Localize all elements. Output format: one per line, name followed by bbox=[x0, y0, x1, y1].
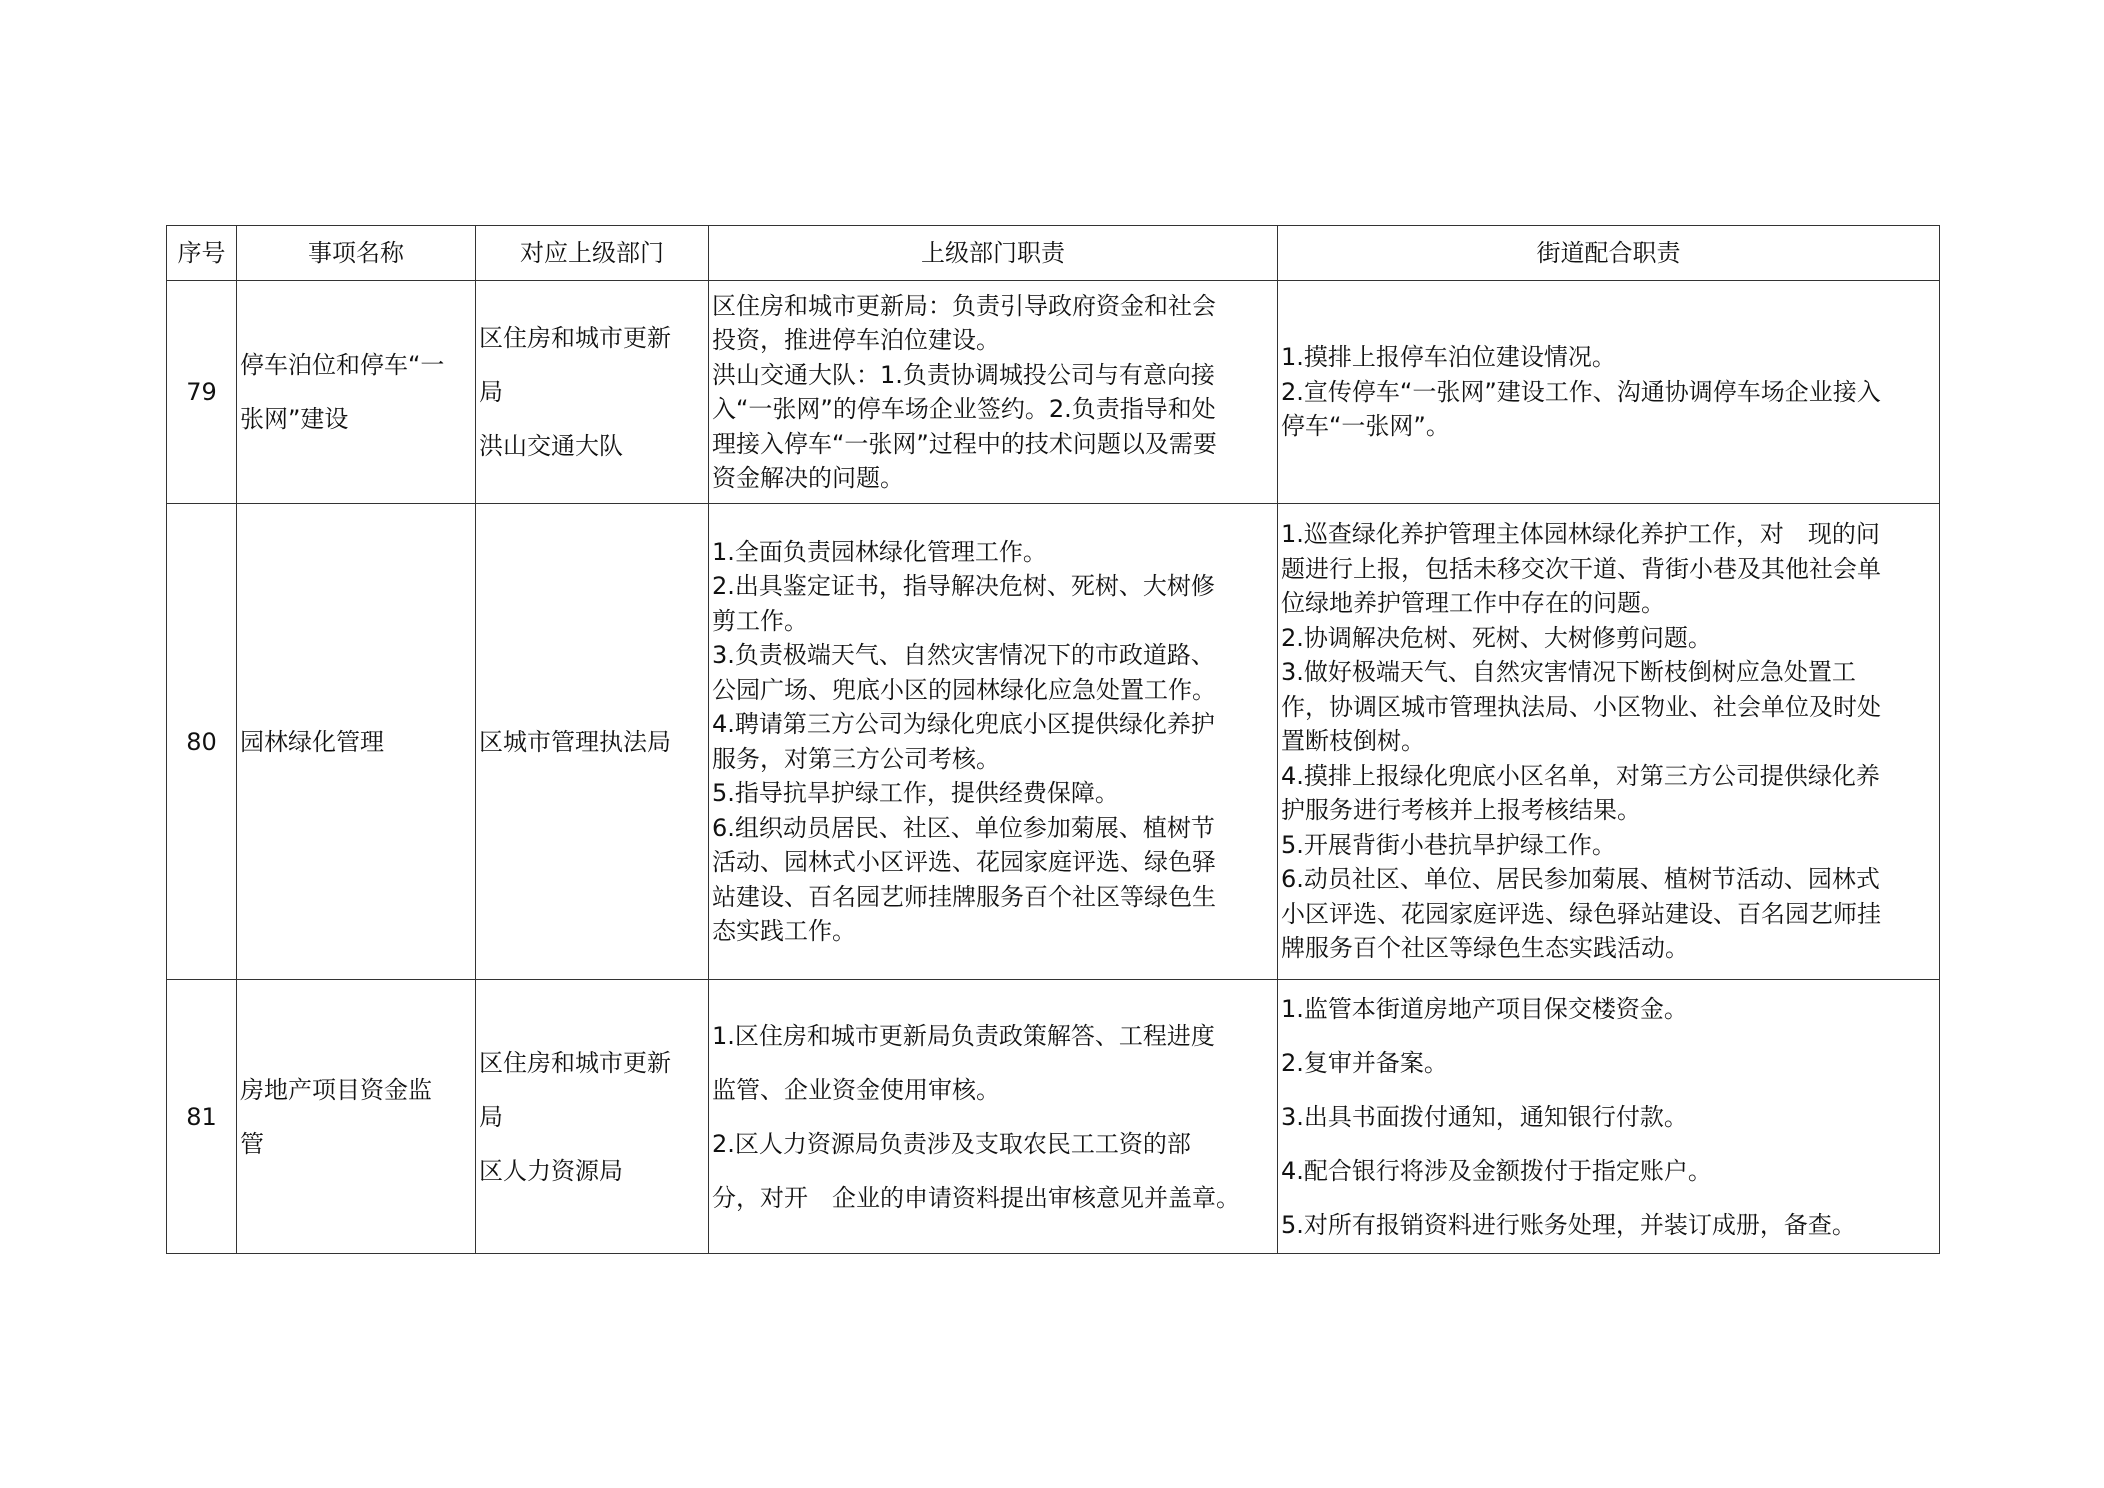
street-duty-line: 2.协调解决危树、死树、大树修剪问题。 bbox=[1281, 623, 1712, 652]
row-item-name bbox=[237, 281, 476, 504]
header-dept: 对应上级部门 bbox=[476, 226, 709, 281]
street-duty-line: 5.对所有报销资料进行账务处理，并装订成册，备查。 bbox=[1281, 1210, 1856, 1239]
dept-line: 局 bbox=[479, 378, 503, 406]
dept-duty-line: 资金解决的问题。 bbox=[712, 464, 904, 492]
header-seq: 序号 bbox=[167, 226, 237, 281]
street-duty-line: 2.宣传停车“一张网”建设工作、沟通协调停车场企业接入 bbox=[1281, 377, 1881, 406]
row-street-duty bbox=[1278, 980, 1940, 1254]
street-duty-line: 停车“一张网”。 bbox=[1281, 412, 1450, 441]
street-duty-line: 4.摸排上报绿化兜底小区名单，对第三方公司提供绿化养 bbox=[1281, 761, 1880, 790]
dept-duty-line: 2.区人力资源局负责涉及支取农民工工资的部 bbox=[712, 1129, 1191, 1158]
dept-duty-line: 活动、园林式小区评选、花园家庭评选、绿色驿 bbox=[712, 848, 1216, 876]
row-seq: 81 bbox=[167, 980, 237, 1254]
item-name-line: 园林绿化管理 bbox=[240, 727, 384, 756]
street-duty-line: 1.巡查绿化养护管理主体园林绿化养护工作，对 现的问 bbox=[1281, 520, 1880, 549]
row-dept-duty bbox=[709, 281, 1278, 504]
dept-duty-line: 投资，推进停车泊位建设。 bbox=[712, 326, 1000, 354]
dept-duty-line: 服务，对第三方公司考核。 bbox=[712, 744, 1000, 773]
row-item-name bbox=[237, 504, 476, 980]
street-duty-line: 1.监管本街道房地产项目保交楼资金。 bbox=[1281, 994, 1688, 1023]
street-duty-line: 5.开展背街小巷抗旱护绿工作。 bbox=[1281, 830, 1616, 859]
row-dept bbox=[476, 980, 709, 1254]
street-duty-line: 4.配合银行将涉及金额拨付于指定账户。 bbox=[1281, 1156, 1712, 1185]
header-item-name: 事项名称 bbox=[237, 226, 476, 281]
dept-duty-line: 态实践工作。 bbox=[712, 917, 856, 945]
duty-table bbox=[166, 225, 1940, 1254]
item-name-line: 停车泊位和停车“一 bbox=[240, 351, 445, 379]
dept-duty-line: 监管、企业资金使用审核。 bbox=[712, 1075, 1000, 1104]
dept-duty-line: 5.指导抗旱护绿工作，提供经费保障。 bbox=[712, 779, 1119, 807]
street-duty-line: 3.做好极端天气、自然灾害情况下断枝倒树应急处置工 bbox=[1281, 658, 1856, 687]
dept-duty-line: 站建设、百名园艺师挂牌服务百个社区等绿色生 bbox=[712, 882, 1216, 911]
dept-line: 区住房和城市更新 bbox=[479, 324, 671, 352]
dept-duty-line: 分，对开 企业的申请资料提出审核意见并盖章。 bbox=[712, 1183, 1240, 1212]
street-duty-line: 1.摸排上报停车泊位建设情况。 bbox=[1281, 343, 1616, 372]
row-dept-duty bbox=[709, 504, 1278, 980]
row-dept bbox=[476, 281, 709, 504]
dept-line: 区人力资源局 bbox=[479, 1156, 623, 1185]
table-row bbox=[167, 980, 1940, 1254]
row-street-duty bbox=[1278, 281, 1940, 504]
row-seq: 80 bbox=[167, 504, 237, 980]
street-duty-line: 3.出具书面拨付通知，通知银行付款。 bbox=[1281, 1102, 1688, 1131]
dept-duty-line: 1.区住房和城市更新局负责政策解答、工程进度 bbox=[712, 1021, 1215, 1050]
table-header-row bbox=[167, 226, 1940, 281]
header-dept-duty: 上级部门职责 bbox=[709, 226, 1278, 281]
dept-line: 局 bbox=[479, 1102, 503, 1131]
street-duty-line: 题进行上报，包括未移交次干道、背街小巷及其他社会单 bbox=[1281, 554, 1881, 583]
dept-duty-line: 理接入停车“一张网”过程中的技术问题以及需要 bbox=[712, 429, 1217, 458]
dept-line: 区城市管理执法局 bbox=[479, 727, 671, 756]
dept-line: 区住房和城市更新 bbox=[479, 1048, 671, 1077]
dept-duty-line: 入“一张网”的停车场企业签约。2.负责指导和处 bbox=[712, 395, 1216, 423]
dept-duty-line: 1.全面负责园林绿化管理工作。 bbox=[712, 537, 1047, 566]
row-seq: 79 bbox=[167, 281, 237, 504]
dept-duty-line: 剪工作。 bbox=[712, 606, 808, 635]
row-dept-duty bbox=[709, 980, 1278, 1254]
dept-duty-line: 区住房和城市更新局：负责引导政府资金和社会 bbox=[712, 291, 1216, 320]
item-name-line: 张网”建设 bbox=[240, 405, 349, 433]
dept-duty-line: 洪山交通大队：1.负责协调城投公司与有意向接 bbox=[712, 360, 1215, 389]
row-item-name bbox=[237, 980, 476, 1254]
street-duty-line: 6.动员社区、单位、居民参加菊展、植树节活动、园林式 bbox=[1281, 865, 1880, 894]
dept-duty-line: 3.负责极端天气、自然灾害情况下的市政道路、 bbox=[712, 641, 1215, 669]
row-street-duty bbox=[1278, 504, 1940, 980]
dept-line: 洪山交通大队 bbox=[479, 432, 623, 460]
item-name-line: 管 bbox=[240, 1129, 264, 1158]
street-duty-line: 位绿地养护管理工作中存在的问题。 bbox=[1281, 589, 1665, 618]
street-duty-line: 护服务进行考核并上报考核结果。 bbox=[1281, 796, 1641, 825]
item-name-line: 房地产项目资金监 bbox=[240, 1075, 432, 1104]
street-duty-line: 2.复审并备案。 bbox=[1281, 1048, 1448, 1077]
street-duty-line: 小区评选、花园家庭评选、绿色驿站建设、百名园艺师挂 bbox=[1281, 899, 1881, 928]
dept-duty-line: 6.组织动员居民、社区、单位参加菊展、植树节 bbox=[712, 813, 1215, 842]
dept-duty-line: 4.聘请第三方公司为绿化兜底小区提供绿化养护 bbox=[712, 710, 1215, 738]
street-duty-line: 置断枝倒树。 bbox=[1281, 727, 1425, 756]
street-duty-line: 牌服务百个社区等绿色生态实践活动。 bbox=[1281, 934, 1689, 963]
table-row bbox=[167, 281, 1940, 504]
street-duty-line: 作，协调区城市管理执法局、小区物业、社会单位及时处 bbox=[1281, 692, 1881, 721]
dept-duty-line: 2.出具鉴定证书，指导解决危树、死树、大树修 bbox=[712, 572, 1215, 600]
header-street-duty: 街道配合职责 bbox=[1278, 226, 1940, 281]
dept-duty-line: 公园广场、兜底小区的园林绿化应急处置工作。 bbox=[712, 675, 1216, 704]
row-dept bbox=[476, 504, 709, 980]
table-row bbox=[167, 504, 1940, 980]
